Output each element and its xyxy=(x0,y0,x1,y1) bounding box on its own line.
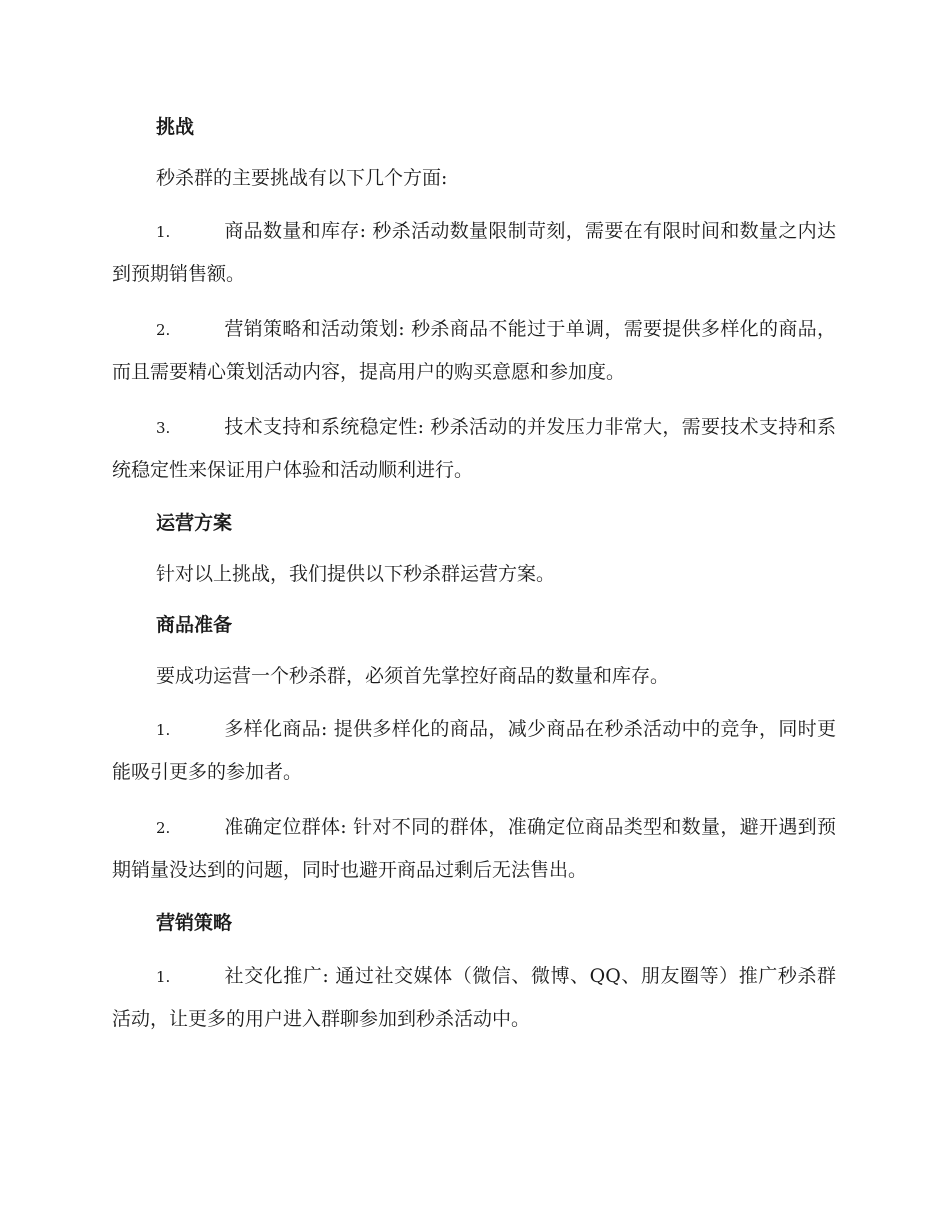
list-item-text: 技术支持和系统稳定性: 秒杀活动的并发压力非常大，需要技术支持和系统稳定性来保证用户体验和活动顺利进行。 xyxy=(112,416,836,481)
list-item xyxy=(112,806,836,891)
list-item xyxy=(112,406,836,491)
list-item-text: 商品数量和库存: 秒杀活动数量限制苛刻，需要在有限时间和数量之内达到预期销售额。 xyxy=(112,220,836,285)
list-item-text: 营销策略和活动策划: 秒杀商品不能过于单调，需要提供多样化的商品，而且需要精心策划活动内容，提高用户的购买意愿和参加度。 xyxy=(112,318,836,383)
section-heading: 商品准备 xyxy=(156,614,233,636)
list-item-text: 准确定位群体: 针对不同的群体，准确定位商品类型和数量，避开遇到预期销量没达到的问题，同时也避开商品过剩后无法售出。 xyxy=(112,816,836,881)
section-marketing xyxy=(112,904,836,1040)
section-heading: 挑战 xyxy=(156,116,195,138)
list-item-number: 1. xyxy=(156,721,171,739)
list-item-number: 2. xyxy=(156,819,171,837)
list-item-number: 3. xyxy=(156,419,171,437)
section-challenges xyxy=(112,108,836,491)
section-intro: 要成功运营一个秒杀群，必须首先掌控好商品的数量和库存。 xyxy=(156,665,670,687)
section-heading: 营销策略 xyxy=(156,912,233,934)
list-item-text: 社交化推广: 通过社交媒体（微信、微博、QQ、朋友圈等）推广秒杀群活动，让更多的用户进入群聊参加到秒杀活动中。 xyxy=(112,965,836,1030)
section-intro: 秒杀群的主要挑战有以下几个方面: xyxy=(156,167,448,189)
list-item xyxy=(112,708,836,793)
list-item-number: 1. xyxy=(156,223,171,241)
list-item xyxy=(112,955,836,1040)
section-operation-plan xyxy=(112,504,836,593)
list-item-number: 1. xyxy=(156,968,171,986)
section-intro: 针对以上挑战，我们提供以下秒杀群运营方案。 xyxy=(156,563,556,585)
list-item xyxy=(112,210,836,295)
list-item-number: 2. xyxy=(156,321,171,339)
list-item-text: 多样化商品: 提供多样化的商品，减少商品在秒杀活动中的竞争，同时更能吸引更多的参加者。 xyxy=(112,718,836,783)
list-item xyxy=(112,308,836,393)
section-product-prep xyxy=(112,606,836,891)
document-page xyxy=(112,108,836,1053)
section-heading: 运营方案 xyxy=(156,512,233,534)
